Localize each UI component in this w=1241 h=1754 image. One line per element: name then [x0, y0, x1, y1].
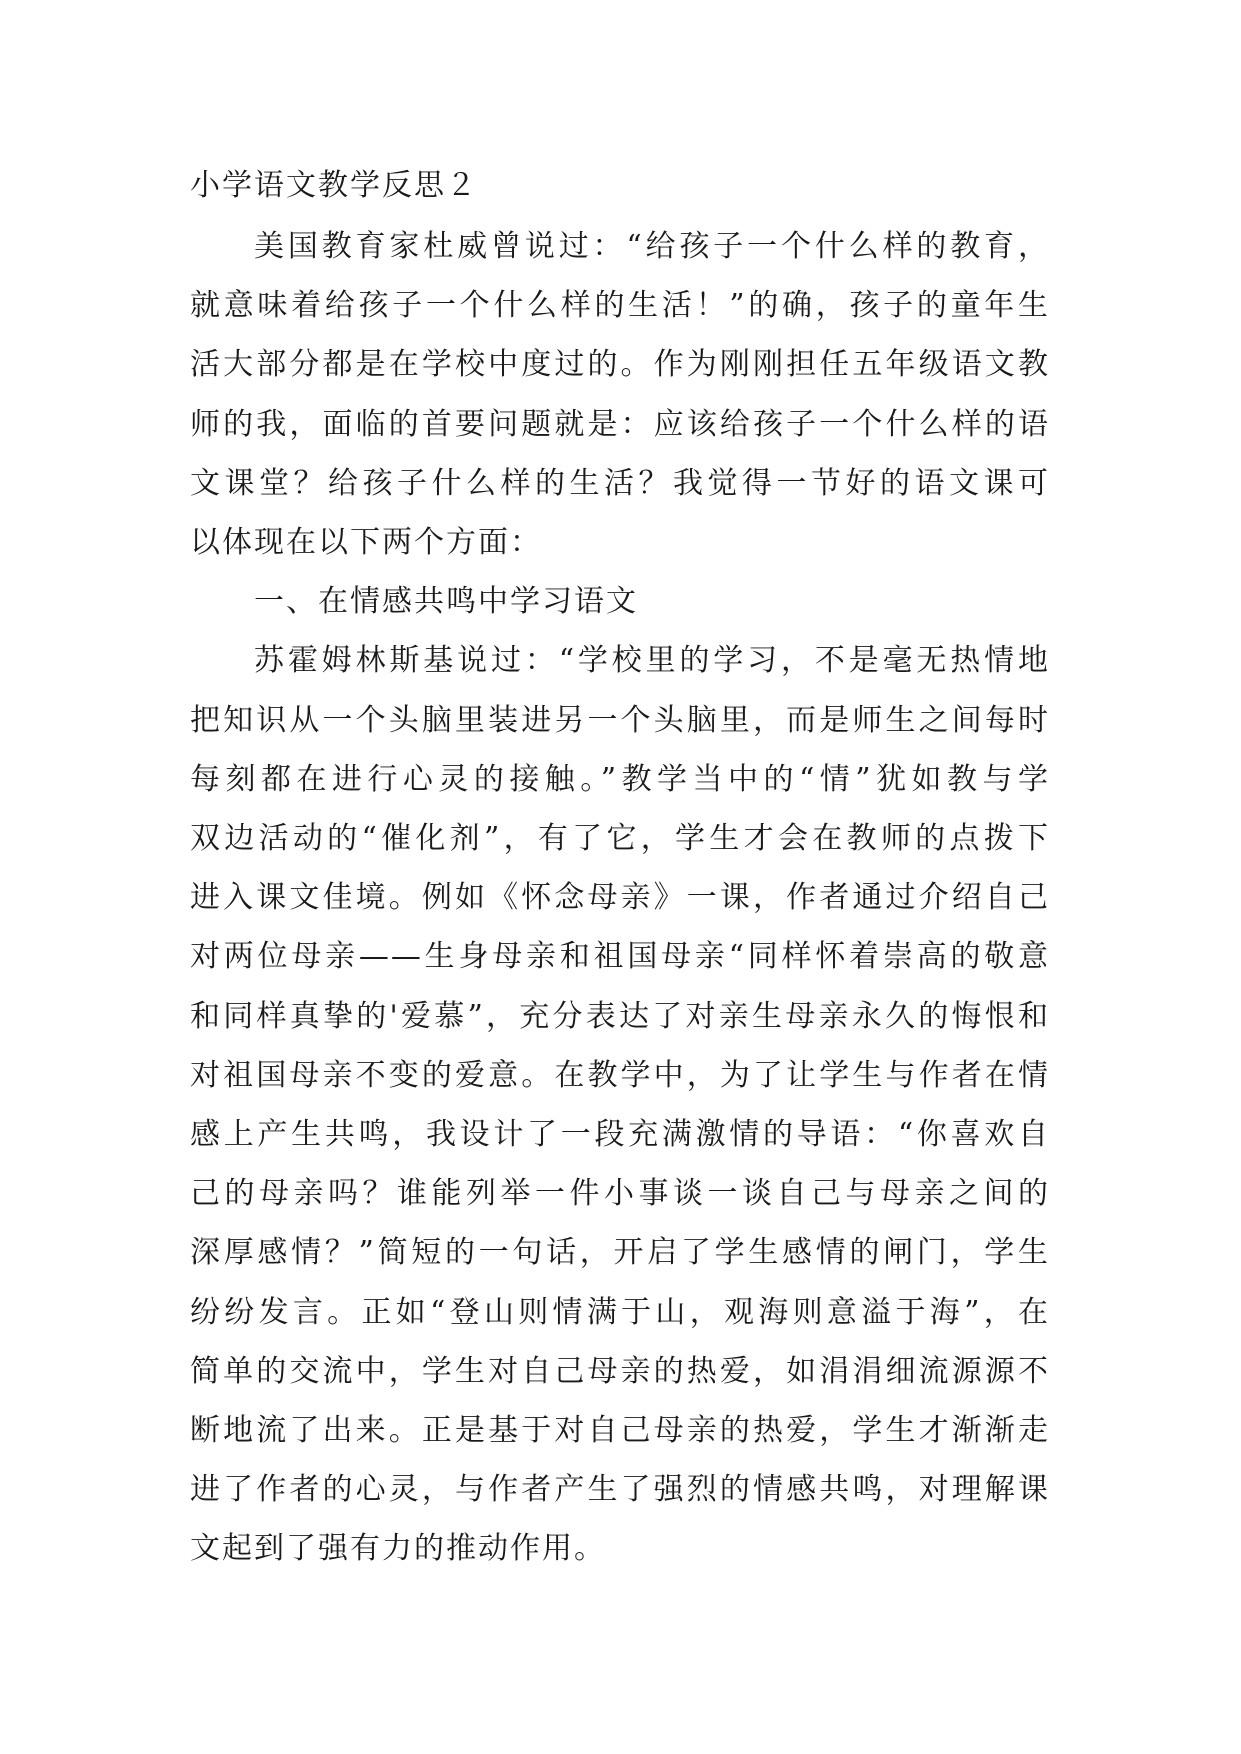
text-line: 进了作者的心灵，与作者产生了强烈的情感共鸣，对理解课	[190, 1472, 1050, 1508]
paragraph-intro	[190, 217, 1050, 572]
document-body	[190, 155, 1050, 1579]
text-line: 深厚感情？”简短的一句话，开启了学生感情的闸门，学生	[190, 1235, 1050, 1271]
text-line: 苏霍姆林斯基说过：“学校里的学习，不是毫无热情地	[254, 643, 1050, 679]
text-line: 以体现在以下两个方面：	[190, 525, 542, 561]
text-line: 美国教育家杜威曾说过：“给孩子一个什么样的教育，	[254, 229, 1050, 264]
paragraph-body	[190, 631, 1050, 1578]
text-line: 把知识从一个头脑里装进另一个头脑里，而是师生之间每时	[190, 702, 1050, 738]
text-line: 对祖国母亲不变的爱意。在教学中，为了让学生与作者在情	[190, 1057, 1050, 1093]
section-heading-text: 一、在情感共鸣中学习语文	[254, 584, 638, 620]
text-line: 师的我，面临的首要问题就是：应该给孩子一个什么样的语	[190, 406, 1050, 442]
text-line: 己的母亲吗？谁能列举一件小事谈一谈自己与母亲之间的	[190, 1176, 1050, 1212]
document-title: 小学语文教学反思２	[190, 168, 478, 203]
text-line: 每刻都在进行心灵的接触。”教学当中的“情”犹如教与学	[190, 761, 1050, 797]
text-line: 文起到了强有力的推动作用。	[190, 1531, 606, 1567]
text-line: 感上产生共鸣，我设计了一段充满激情的导语：“你喜欢自	[190, 1117, 1050, 1153]
text-line: 文课堂？给孩子什么样的生活？我觉得一节好的语文课可	[190, 465, 1050, 501]
text-line: 断地流了出来。正是基于对自己母亲的热爱，学生才渐渐走	[190, 1413, 1050, 1449]
text-line: 纷纷发言。正如“登山则情满于山，观海则意溢于海”，在	[190, 1294, 1050, 1330]
text-line: 简单的交流中，学生对自己母亲的热爱，如涓涓细流源源不	[190, 1353, 1050, 1389]
text-line: 进入课文佳境。例如《怀念母亲》一课，作者通过介绍自己	[190, 880, 1050, 916]
text-line: 双边活动的“催化剂”，有了它，学生才会在教师的点拨下	[190, 821, 1050, 857]
section-heading	[190, 572, 1050, 631]
text-line: 就意味着给孩子一个什么样的生活！”的确，孩子的童年生	[190, 288, 1050, 324]
text-line: 活大部分都是在学校中度过的。作为刚刚担任五年级语文教	[190, 347, 1050, 383]
text-line: 和同样真挚的'爱慕”，充分表达了对亲生母亲永久的悔恨和	[190, 998, 1050, 1034]
text-line: 对两位母亲——生身母亲和祖国母亲“同样怀着崇高的敬意	[190, 939, 1050, 975]
